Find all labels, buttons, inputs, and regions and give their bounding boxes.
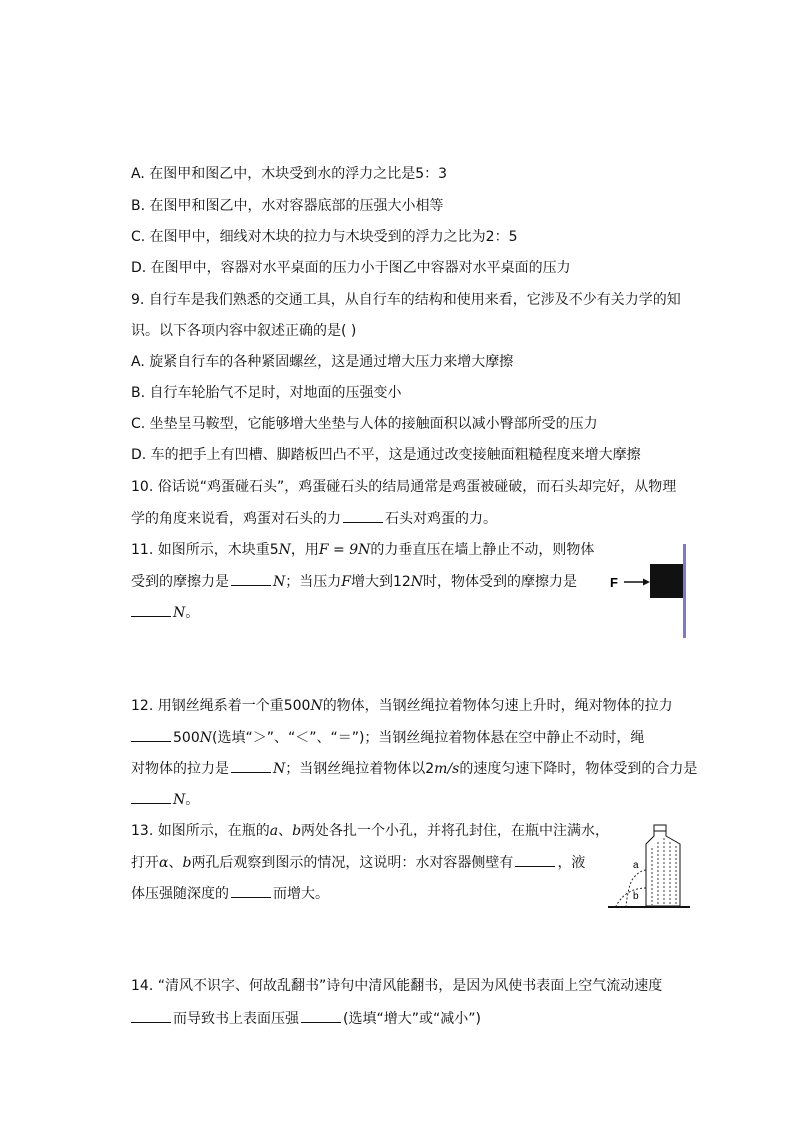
q9-option-b: B. 自行车轮胎气不足时，对地面的压强变小: [131, 385, 402, 401]
q9-option-a: A. 旋紧自行车的各种紧固螺丝，这是通过增大压力来增大摩擦: [131, 354, 514, 370]
answer-blank[interactable]: [343, 508, 383, 523]
answer-blank[interactable]: [131, 602, 171, 617]
q12-stem-line4: N。: [131, 789, 199, 810]
q8-option-b: B. 在图甲和图乙中，水对容器底部的压强大小相等: [131, 198, 444, 214]
q13-stem-line3: 体压强随深度的 而增大。: [131, 883, 329, 904]
q13-stem-line2: 打开α、b两孔后观察到图示的情况，这说明：水对容器侧壁有 ，液: [131, 852, 585, 873]
q12-stem-line2: 500N(选填“＞”、“＜”、“＝”)；当钢丝绳拉着物体悬在空中静止不动时，绳: [131, 727, 644, 748]
q9-stem-line1: 9. 自行车是我们熟悉的交通工具，从自行车的结构和使用来看，它涉及不少有关力学的知: [131, 292, 681, 308]
bottle-figure: [604, 822, 694, 912]
hole-b-label: b: [633, 891, 639, 902]
answer-blank[interactable]: [131, 789, 171, 804]
q11-stem-line3: N。: [131, 602, 199, 623]
q11-stem-line2: 受到的摩擦力是 N；当压力F增大到12N时，物体受到的摩擦力是: [131, 571, 577, 592]
q8-option-d: D. 在图甲中，容器对水平桌面的压力小于图乙中容器对水平桌面的压力: [131, 260, 571, 276]
water-hatching: [652, 838, 676, 905]
bottle-cap: [654, 825, 666, 831]
answer-blank[interactable]: [515, 852, 555, 867]
answer-blank[interactable]: [131, 727, 171, 742]
q14-stem-line1: 14. “清风不识字、何故乱翻书”诗句中清风能翻书，是因为风使书表面上空气流动速度: [131, 978, 663, 994]
block: [650, 564, 683, 598]
arrow-head-icon: [643, 579, 650, 586]
answer-blank[interactable]: [231, 883, 271, 898]
q10-stem-line2: 学的角度来说看，鸡蛋对石头的力 石头对鸡蛋的力。: [131, 508, 497, 529]
answer-blank[interactable]: [301, 1008, 341, 1023]
q14-stem-line2: 而导致书上表面压强 (选填“增大”或“减小”): [131, 1008, 481, 1029]
q11-stem-line1: 11. 如图所示，木块重5N，用F = 9N的力垂直压在墙上静止不动，则物体: [131, 542, 595, 558]
q12-stem-line3: 对物体的拉力是 N；当钢丝绳拉着物体以2m/s的速度匀速下降时，物体受到的合力是: [131, 758, 697, 779]
q9-option-d: D. 车的把手上有凹槽、脚踏板凹凸不平，这是通过改变接触面粗糙程度来增大摩擦: [131, 447, 641, 463]
q12-stem-line1: 12. 用钢丝绳系着一个重500N的物体，当钢丝绳拉着物体匀速上升时，绳对物体的拉力: [131, 698, 673, 714]
answer-blank[interactable]: [131, 1008, 171, 1023]
bottle-body: [646, 831, 680, 906]
wall: [683, 544, 686, 638]
q9-option-c: C. 坐垫呈马鞍型，它能够增大坐垫与人体的接触面积以减小臀部所受的压力: [131, 416, 598, 432]
q8-option-c: C. 在图甲中，细线对木块的拉力与木块受到的浮力之比为2：5: [131, 229, 518, 245]
jet-b: [616, 888, 646, 906]
block-wall-figure: [606, 542, 690, 640]
answer-blank[interactable]: [231, 571, 271, 586]
hole-a-label: a: [633, 860, 639, 871]
q8-option-a: A. 在图甲和图乙中，木块受到水的浮力之比是5：3: [131, 166, 448, 182]
force-label: F: [610, 575, 618, 590]
q13-stem-line1: 13. 如图所示，在瓶的a、b两处各扎一个小孔，并将孔封住，在瓶中注满水，: [131, 823, 610, 839]
answer-blank[interactable]: [231, 758, 271, 773]
q9-stem-line2: 识。以下各项内容中叙述正确的是( ): [131, 323, 357, 339]
q10-stem-line1: 10. 俗话说“鸡蛋碰石头”，鸡蛋碰石头的结局通常是鸡蛋被碰破，而石头却完好，从物理: [131, 479, 677, 495]
